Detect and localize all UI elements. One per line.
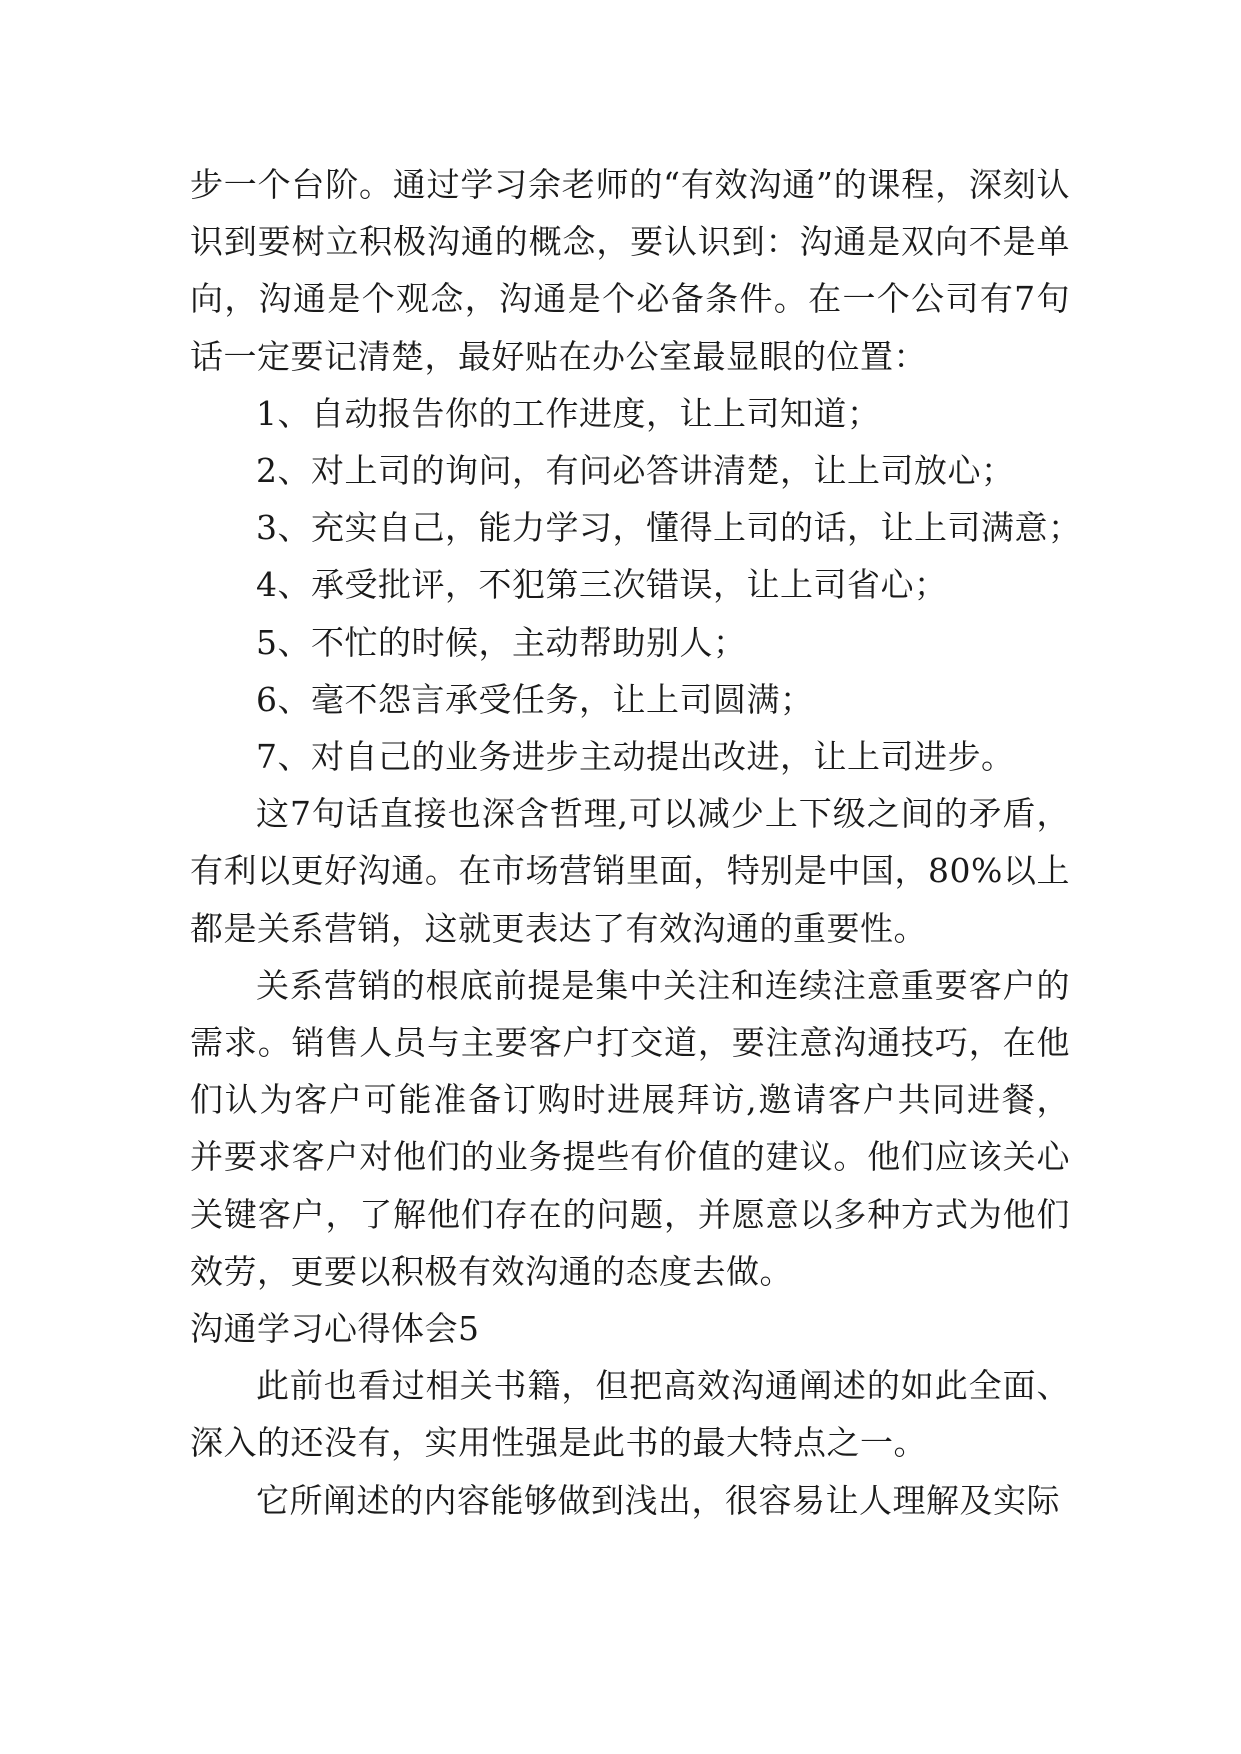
paragraph-relationship-marketing: 关系营销的根底前提是集中关注和连续注意重要客户的需求。销售人员与主要客户打交道，要注意沟通技巧，在他们认为客户可能准备订购时进展拜访,邀请客户共同进餐，并要求客户对他们的业务提些有价值的建议。他们应该关心关键客户，了解他们存在的问题，并愿意以多种方式为他们效劳，更要以积极有效沟通的态度去做。 bbox=[190, 965, 1070, 1291]
list-item: 6、毫不怨言承受任务，让上司圆满； bbox=[256, 679, 814, 719]
document-body bbox=[190, 156, 1082, 1529]
list-item: 4、承受批评，不犯第三次错误，让上司省心； bbox=[256, 565, 948, 605]
paragraph-seven-sentences: 这7句话直接也深含哲理,可以减少上下级之间的矛盾，有利以更好沟通。在市场营销里面，特别是中国，80%以上都是关系营销，这就更表达了有效沟通的重要性。 bbox=[190, 794, 1070, 948]
paragraph-intro: 步一个台阶。通过学习余老师的“有效沟通”的课程，深刻认识到要树立积极沟通的概念，要认识到：沟通是双向不是单向，沟通是个观念，沟通是个必备条件。在一个公司有7句话一定要记清楚，最好贴在办公室最显眼的位置： bbox=[190, 165, 1070, 376]
paragraph-content-description: 它所阐述的内容能够做到浅出，很容易让人理解及实际 bbox=[256, 1480, 1060, 1520]
list-item: 1、自动报告你的工作进度，让上司知道； bbox=[256, 393, 881, 433]
list-item: 2、对上司的询问，有问必答讲清楚，让上司放心； bbox=[256, 451, 1015, 491]
list-item: 3、充实自己，能力学习，懂得上司的话，让上司满意； bbox=[256, 508, 1082, 548]
list-item: 7、对自己的业务进步主动提出改进，让上司进步。 bbox=[256, 737, 1015, 777]
section-heading: 沟通学习心得体会5 bbox=[190, 1309, 480, 1349]
list-item: 5、不忙的时候，主动帮助别人； bbox=[256, 622, 747, 662]
paragraph-book-review: 此前也看过相关书籍，但把高效沟通阐述的如此全面、深入的还没有，实用性强是此书的最大特点之一。 bbox=[190, 1366, 1070, 1463]
